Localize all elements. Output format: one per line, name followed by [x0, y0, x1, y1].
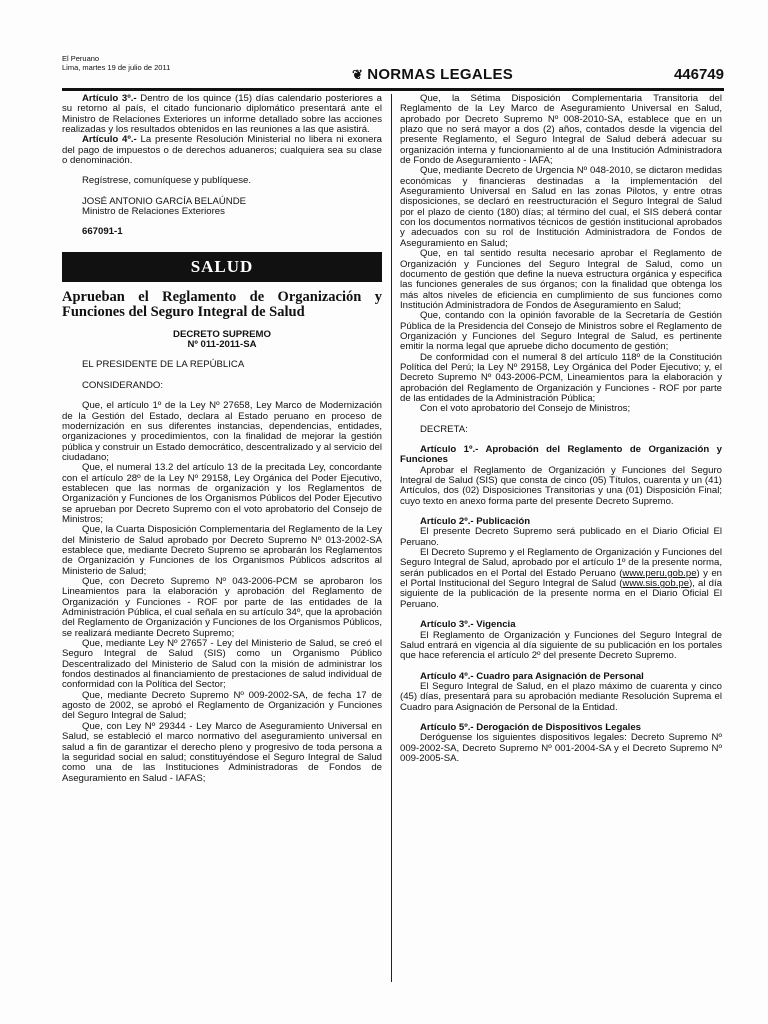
paragraph: Que, el numeral 13.2 del artículo 13 de la precitada Ley, concordante con el artículo 28º de la Ley Nº 29158, Ley Orgánica del Poder Ejecutivo, establecen que las normas de organización y los Reglamentos de Organización y Funciones de los Organismos Públicos del Poder Ejecutivo se aprueban por Decreto Supremo con el voto aprobatorio del Consejo de Ministros; — [62, 462, 382, 525]
article-2-text: El Decreto Supremo y el Reglamento de Organización y Funciones del Seguro Integral de Salud, aprobado por el artículo 1º de la presente norma, serán publicados en el Portal del Estado Peruano (www.peru.gob.pe) y en el Portal Institucional del Seguro Integral de Salud (www.sis.gob.pe), al día siguiente de la publicación de la presente norma en el Diario Oficial El Peruano. — [400, 547, 723, 610]
signer-role: Ministro de Relaciones Exteriores — [82, 206, 225, 218]
portal-link[interactable]: www.peru.gob.pe — [622, 567, 697, 579]
article-3-text: El Reglamento de Organización y Funciones del Seguro Integral de Salud entrará en vigencia al día siguiente de su publicación en los portales que hace referencia el artículo 2º del presente Decreto Supremo. — [400, 629, 722, 662]
article-2-title: Artículo 2º.- Publicación — [420, 516, 531, 528]
article-4-text: El Seguro Integral de Salud, en el plazo máximo de cuarenta y cinco (45) días, presentará para su aprobación mediante Resolución Suprema el Cuadro para Asignación de Personal de la Entidad. — [400, 680, 722, 713]
paragraph: Que, la Sétima Disposición Complementaria Transitoria del Reglamento de la Ley Marco de Aseguramiento Universal en Salud, aprobado por Decreto Supremo Nº 008-2010-SA, establece que en un plazo que no será mayor a dos (2) años, contados desde la vigencia del presente Reglamento, el Seguro Integral de Salud deberá adecuar su organización interna y funcionamiento al de una Institución Administradora de Fondo de Aseguramiento - IAFA; — [400, 93, 722, 167]
register-text: Regístrese, comuníquese y publíquese. — [82, 175, 252, 187]
section-title-text: NORMAS LEGALES — [367, 66, 514, 83]
article-2-text: El presente Decreto Supremo será publicado en el Diario Oficial El Peruano. — [400, 526, 722, 548]
publication-name: El Peruano — [62, 54, 100, 63]
paragraph: De conformidad con el numeral 8 del artículo 118º de la Constitución Política del Perú; la Ley Nº 29158, Ley Orgánica del Poder Ejecutivo; y, el Decreto Supremo Nº 043-2006-PCM, Lineamientos para la elaboración y aprobación del Reglamento de Organización y Funciones - ROF por parte de las entidades de la Administración Pública; — [400, 351, 722, 404]
page-header — [62, 54, 724, 91]
publication-date: Lima, martes 19 de julio de 2011 — [62, 63, 171, 72]
decree-number: Nº 011-2011-SA — [187, 339, 257, 351]
document-code: 667091-1 — [82, 226, 123, 238]
left-column — [62, 94, 382, 784]
page-number: 446749 — [673, 66, 724, 83]
paragraph: Con el voto aprobatorio del Consejo de Ministros; — [420, 403, 631, 415]
paragraph: Que, la Cuarta Disposición Complementaria del Reglamento de la Ley del Ministerio de Salud aprobado por Decreto Supremo Nº 013-2002-SA establece que, mediante Decreto Supremo se aprobarán los Reglamentos de Organización y Funciones de los Organismos Públicos adscritos al Ministerio de Salud; — [62, 524, 382, 577]
section-banner: SALUD — [62, 252, 382, 282]
paragraph: Que, contando con la opinión favorable de la Secretaría de Gestión Pública de la Presidencia del Consejo de Ministros sobre el Reglamento de Organización y Funciones del Seguro Integral de Salud, es pertinente emitir la norma legal que apruebe dicho documento de gestión; — [400, 310, 722, 353]
paragraph: Que, mediante Decreto Supremo Nº 009-2002-SA, de fecha 17 de agosto de 2002, se aprobó el Reglamento de Organización y Funciones del Seguro Integral de Salud; — [62, 689, 382, 722]
article-3-title: Artículo 3º.- Vigencia — [420, 619, 516, 631]
decreta-heading: DECRETA: — [420, 423, 468, 435]
article-4-title: Artículo 4º.- Cuadro para Asignación de Personal — [420, 670, 644, 682]
publication-info — [62, 54, 170, 72]
column-divider — [391, 94, 392, 982]
decree-label: DECRETO SUPREMO — [173, 328, 271, 340]
president-line: EL PRESIDENTE DE LA REPÚBLICA — [82, 359, 245, 371]
section-title — [352, 66, 513, 83]
paragraph: Que, con Ley Nº 29344 - Ley Marco de Aseguramiento Universal en Salud, se estableció el marco normativo del aseguramiento universal en salud a fin de garantizar el derecho pleno y progresivo de toda persona a la seguridad social en salud; constituyéndose el Seguro Integral de Salud como una de las Instituciones Administradoras de Fondos de Aseguramiento en Salud - IAFAS; — [62, 720, 382, 784]
article-1-text: Aprobar el Reglamento de Organización y Funciones del Seguro Integral de Salud (SIS) que consta de cinco (05) Títulos, cuarenta y un (41) Artículos, dos (02) Disposiciones Transitorias y una (01) Disposición Final; cuyo texto en anexo forma parte del presente Decreto Supremo. — [400, 464, 722, 507]
article-3: Artículo 3º.- Dentro de los quince (15) días calendario posteriores a su retorno al país, el citado funcionario diplomático presentará ante el Ministro de Relaciones Exteriores un informe detallado sobre las acciones realizadas y los resultados obtenidos en las reuniones a las que asistirá. — [62, 93, 382, 136]
considering-heading: CONSIDERANDO: — [82, 379, 164, 391]
paragraph: Que, en tal sentido resulta necesario aprobar el Reglamento de Organización y Funciones del Seguro Integral de Salud, como un documento de gestión que define la nueva estructura orgánica y especifica las funciones generales de sus órganos; con la finalidad que obtenga los más altos niveles de eficiencia en cumplimiento de sus funciones como Institución Administradora de Fondos de Aseguramiento en Salud; — [400, 248, 722, 311]
article-4: Artículo 4º.- La presente Resolución Ministerial no libera ni exonera del pago de impuestos o de derechos aduaneros; cualquiera sea su clase o denominación. — [62, 134, 383, 167]
paragraph: Que, mediante Ley Nº 27657 - Ley del Ministerio de Salud, se creó el Seguro Integral de Salud (SIS) como un Organismo Público Descentralizado del Ministerio de Salud con la misión de administrar los fondos destinados al financiamiento de prestaciones de salud individual de conformidad con la Política del Sector; — [62, 638, 382, 691]
paragraph: Que, con Decreto Supremo Nº 043-2006-PCM se aprobaron los Lineamientos para la elaboración y aprobación del Reglamento de Organización y Funciones - ROF por parte de las entidades de la Administración Pública, el cual señala en su artículo 34º, que la aprobación del Reglamento de Organización y Funciones de los Organismos Públicos, se realizará mediante Decreto Supremo; — [62, 576, 382, 639]
signer-name: JOSÉ ANTONIO GARCÍA BELAÚNDE — [82, 195, 247, 207]
sis-link[interactable]: www.sis.gob.pe — [622, 578, 690, 590]
paragraph: Que, mediante Decreto de Urgencia Nº 048-2010, se dictaron medidas económicas y financieras destinadas a la implementación del Aseguramiento Universal en Salud en las zonas Pilotos, y entre otras disposiciones, se declaró en reestructuración el Seguro Integral de Salud por el plazo de ciento (180) días; al término del cual, el SIS deberá contar con los documentos normativos técnicos de gestión institucional aprobados y adecuados con su rol de Institución Administradora de Fondos de Aseguramiento en Salud; — [400, 165, 722, 249]
article-5-text: Deróguense los siguientes dispositivos legales: Decreto Supremo Nº 009-2002-SA, Decreto Supremo Nº 001-2004-SA y el Decreto Supremo Nº 009-2005-SA. — [400, 732, 722, 764]
paragraph: Que, el artículo 1º de la Ley Nº 27658, Ley Marco de Modernización de la Gestión del Estado, declara al Estado peruano en proceso de modernización en sus diferentes instancias, dependencias, entidades, organizaciones y procedimientos, con la finalidad de mejorar la gestión pública y construir un Estado democrático, descentralizado y al servicio del ciudadano; — [62, 400, 382, 463]
coat-of-arms-icon: ❦ — [352, 67, 364, 82]
article-1-title: Artículo 1º.- Aprobación del Reglamento de Organización y Funciones — [400, 444, 722, 466]
right-column — [400, 94, 722, 764]
document-title: Aprueban el Reglamento de Organización y Funciones del Seguro Integral de Salud — [62, 288, 382, 320]
article-5-title: Artículo 5º.- Derogación de Dispositivos Legales — [420, 721, 642, 733]
